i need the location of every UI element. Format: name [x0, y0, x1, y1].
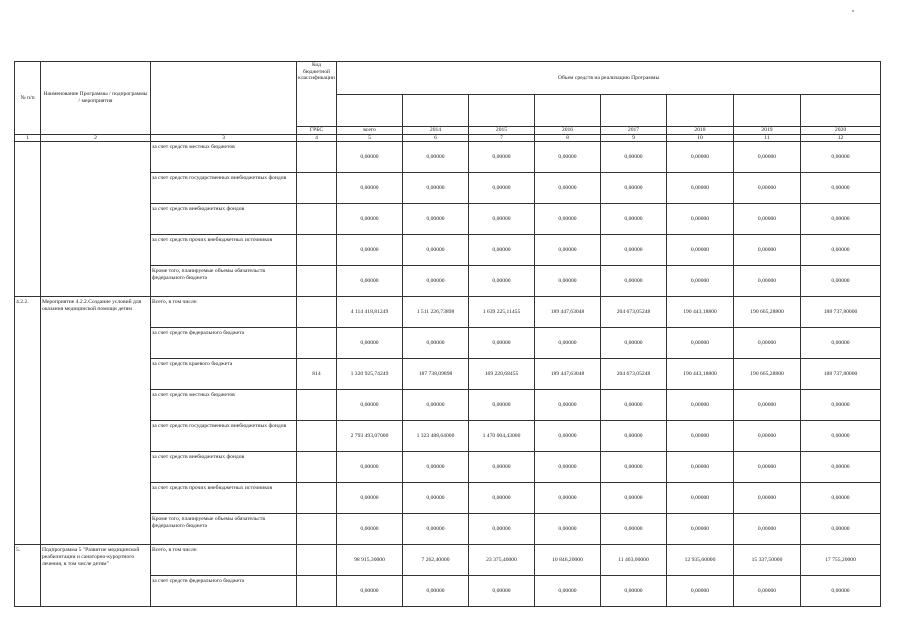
header-year: 2020	[801, 127, 881, 135]
value-year: 0,00000	[601, 576, 667, 607]
value-year: 0,00000	[469, 204, 535, 235]
funding-source: за счет средств федерального бюджета	[151, 328, 297, 359]
value-year: 0,00000	[801, 483, 881, 514]
index-cell: 8	[535, 134, 601, 142]
value-year: 0,00000	[667, 204, 734, 235]
value-year: 10 846,20000	[535, 545, 601, 576]
value-total: 0,00000	[337, 576, 403, 607]
value-year: 0,00000	[535, 483, 601, 514]
funding-source: за счет средств государственных внебюджетных фондов	[151, 173, 297, 204]
grbs-code	[297, 235, 337, 266]
value-year: 190 665,28800	[734, 297, 801, 328]
value-year: 0,00000	[601, 204, 667, 235]
value-year: 0,00000	[667, 514, 734, 545]
value-year: 1 323 488,64000	[403, 421, 469, 452]
index-cell: 6	[403, 134, 469, 142]
value-year: 0,00000	[801, 514, 881, 545]
program-funding-table	[14, 61, 881, 607]
value-year: 190 443,18800	[667, 297, 734, 328]
value-total: 0,00000	[337, 514, 403, 545]
grbs-code	[297, 142, 337, 173]
value-year: 169 220,68455	[469, 359, 535, 390]
value-year: 0,00000	[734, 142, 801, 173]
header-col-no: № п/п	[15, 62, 41, 135]
value-year: 0,00000	[734, 421, 801, 452]
budget-table-sheet	[14, 61, 881, 607]
index-cell: 9	[601, 134, 667, 142]
grbs-code	[297, 514, 337, 545]
grbs-code	[297, 173, 337, 204]
value-year: 0,00000	[734, 514, 801, 545]
value-year: 0,00000	[535, 421, 601, 452]
value-year: 0,00000	[403, 142, 469, 173]
value-year: 0,00000	[801, 390, 881, 421]
value-total: 0,00000	[337, 328, 403, 359]
value-year: 0,00000	[403, 328, 469, 359]
value-year: 0,00000	[667, 266, 734, 297]
value-total: 0,00000	[337, 452, 403, 483]
table-body	[15, 142, 881, 607]
value-total: 1 320 925,74249	[337, 359, 403, 390]
funding-source: за счет средств местных бюджетов	[151, 390, 297, 421]
header-year: 2016	[535, 127, 601, 135]
grbs-code	[297, 204, 337, 235]
item-number: 5.	[15, 545, 41, 607]
value-year: 0,00000	[403, 266, 469, 297]
header-col-code: Код бюджетной классификации	[297, 62, 337, 127]
value-year: 0,00000	[601, 514, 667, 545]
value-year: 0,00000	[801, 142, 881, 173]
grbs-code	[297, 483, 337, 514]
value-total: 0,00000	[337, 173, 403, 204]
value-year: 0,00000	[667, 173, 734, 204]
value-total: 0,00000	[337, 204, 403, 235]
value-total: 0,00000	[337, 266, 403, 297]
value-year: 0,00000	[403, 483, 469, 514]
header-col-volume: Объем средств на реализацию Программы	[337, 62, 881, 95]
value-year: 0,00000	[469, 483, 535, 514]
value-year: 0,00000	[667, 328, 734, 359]
item-number: 4.2.2.	[15, 297, 41, 545]
value-year: 0,00000	[667, 142, 734, 173]
grbs-code	[297, 297, 337, 328]
header-year-spacer	[667, 95, 734, 127]
funding-source: за счет средств краевого бюджета	[151, 359, 297, 390]
value-year: 0,00000	[734, 235, 801, 266]
value-year: 187 738,09898	[403, 359, 469, 390]
funding-source: за счет средств федерального бюджета	[151, 576, 297, 607]
value-year: 0,00000	[667, 576, 734, 607]
item-number	[15, 142, 41, 297]
value-total: 2 793 493,07000	[337, 421, 403, 452]
grbs-code	[297, 452, 337, 483]
index-cell: 5	[337, 134, 403, 142]
grbs-code	[297, 545, 337, 576]
value-year: 0,00000	[469, 576, 535, 607]
value-year: 1 470 004,43000	[469, 421, 535, 452]
index-cell: 11	[734, 134, 801, 142]
value-year: 1 639 225,11455	[469, 297, 535, 328]
funding-source: за счет средств внебюджетных фондов	[151, 452, 297, 483]
header-year-spacer	[535, 95, 601, 127]
table-row	[15, 297, 881, 328]
grbs-code	[297, 266, 337, 297]
value-total: 0,00000	[337, 142, 403, 173]
value-total: 0,00000	[337, 235, 403, 266]
value-year: 0,00000	[469, 328, 535, 359]
scan-speck	[852, 10, 854, 12]
item-name	[41, 142, 151, 297]
value-year: 0,00000	[469, 266, 535, 297]
header-grbs: ГРБС	[297, 127, 337, 135]
value-year: 0,00000	[801, 235, 881, 266]
value-year: 0,00000	[601, 452, 667, 483]
value-year: 0,00000	[801, 173, 881, 204]
header-year-spacer	[601, 95, 667, 127]
value-year: 189 447,63048	[535, 359, 601, 390]
value-year: 15 337,50000	[734, 545, 801, 576]
value-total: 98 915,30000	[337, 545, 403, 576]
value-year: 0,00000	[601, 266, 667, 297]
value-year: 0,00000	[469, 390, 535, 421]
value-year: 1 511 226,73898	[403, 297, 469, 328]
value-year: 0,00000	[403, 235, 469, 266]
value-year: 0,00000	[403, 390, 469, 421]
funding-source: Кроме того, планируемые объемы обязательств федерального бюджета	[151, 266, 297, 297]
value-year: 0,00000	[734, 328, 801, 359]
value-year: 0,00000	[403, 173, 469, 204]
value-year: 188 737,80000	[801, 297, 881, 328]
value-year: 0,00000	[469, 142, 535, 173]
header-year-spacer	[801, 95, 881, 127]
value-year: 0,00000	[801, 328, 881, 359]
funding-source: Всего, в том числе:	[151, 297, 297, 328]
table-row	[15, 142, 881, 173]
value-year: 0,00000	[403, 576, 469, 607]
funding-source: за счет средств прочих внебюджетных источников	[151, 483, 297, 514]
value-year: 0,00000	[801, 452, 881, 483]
value-year: 0,00000	[667, 235, 734, 266]
header-year-spacer	[337, 95, 403, 127]
value-year: 188 737,80000	[801, 359, 881, 390]
header-year-spacer	[734, 95, 801, 127]
value-year: 0,00000	[535, 266, 601, 297]
item-name: Подпрограмма 5 "Развитие медицинской реабилитации и санаторно-курортного лечения, в том числе детям"	[41, 545, 151, 607]
value-year: 0,00000	[667, 390, 734, 421]
index-cell: 3	[151, 134, 297, 142]
value-year: 0,00000	[734, 452, 801, 483]
value-year: 0,00000	[601, 421, 667, 452]
funding-source: Кроме того, планируемые объемы обязательств федерального бюджета	[151, 514, 297, 545]
header-year-spacer	[469, 95, 535, 127]
value-year: 0,00000	[469, 452, 535, 483]
value-year: 0,00000	[801, 204, 881, 235]
value-year: 0,00000	[734, 204, 801, 235]
value-year: 0,00000	[535, 452, 601, 483]
value-year: 0,00000	[601, 328, 667, 359]
funding-source: за счет средств государственных внебюджетных фондов	[151, 421, 297, 452]
table-row	[15, 545, 881, 576]
value-year: 0,00000	[667, 483, 734, 514]
value-year: 0,00000	[801, 266, 881, 297]
grbs-code	[297, 390, 337, 421]
index-cell: 1	[15, 134, 41, 142]
value-year: 0,00000	[469, 514, 535, 545]
index-cell: 7	[469, 134, 535, 142]
header-year: 2015	[469, 127, 535, 135]
value-total: 0,00000	[337, 483, 403, 514]
index-cell: 4	[297, 134, 337, 142]
item-name: Мероприятие 4.2.2.Создание условий для оказания медицинской помощи детям	[41, 297, 151, 545]
index-cell: 10	[667, 134, 734, 142]
value-year: 0,00000	[801, 421, 881, 452]
value-year: 0,00000	[535, 142, 601, 173]
funding-source: за счет средств местных бюджетов	[151, 142, 297, 173]
index-cell: 2	[41, 134, 151, 142]
value-year: 0,00000	[469, 235, 535, 266]
value-year: 0,00000	[734, 266, 801, 297]
grbs-code: 814	[297, 359, 337, 390]
value-year: 0,00000	[601, 173, 667, 204]
grbs-code	[297, 576, 337, 607]
value-year: 0,00000	[734, 390, 801, 421]
value-year: 0,00000	[734, 576, 801, 607]
value-year: 7 262,40000	[403, 545, 469, 576]
funding-source: Всего, в том числе:	[151, 545, 297, 576]
value-year: 0,00000	[535, 235, 601, 266]
funding-source: за счет средств внебюджетных фондов	[151, 204, 297, 235]
value-year: 23 375,40000	[469, 545, 535, 576]
value-year: 0,00000	[601, 142, 667, 173]
value-year: 17 755,20000	[801, 545, 881, 576]
value-year: 0,00000	[667, 421, 734, 452]
value-year: 0,00000	[734, 483, 801, 514]
value-year: 204 673,05248	[601, 359, 667, 390]
value-year: 0,00000	[601, 235, 667, 266]
value-total: 0,00000	[337, 390, 403, 421]
value-year: 0,00000	[535, 514, 601, 545]
value-year: 0,00000	[667, 452, 734, 483]
value-year: 0,00000	[535, 328, 601, 359]
header-year: 2019	[734, 127, 801, 135]
header-year-total: всего	[337, 127, 403, 135]
grbs-code	[297, 421, 337, 452]
header-col-source	[151, 62, 297, 135]
value-year: 0,00000	[535, 390, 601, 421]
header-year: 2017	[601, 127, 667, 135]
value-year: 0,00000	[403, 452, 469, 483]
value-year: 0,00000	[601, 483, 667, 514]
header-year: 2014	[403, 127, 469, 135]
value-year: 0,00000	[469, 173, 535, 204]
header-year: 2018	[667, 127, 734, 135]
grbs-code	[297, 328, 337, 359]
value-year: 0,00000	[535, 576, 601, 607]
value-year: 189 447,63048	[535, 297, 601, 328]
value-year: 12 935,60000	[667, 545, 734, 576]
value-year: 0,00000	[403, 204, 469, 235]
value-total: 4 114 418,81249	[337, 297, 403, 328]
value-year: 11 403,00000	[601, 545, 667, 576]
value-year: 0,00000	[601, 390, 667, 421]
header-year-spacer	[403, 95, 469, 127]
value-year: 0,00000	[535, 204, 601, 235]
value-year: 0,00000	[535, 173, 601, 204]
value-year: 190 665,28800	[734, 359, 801, 390]
value-year: 0,00000	[734, 173, 801, 204]
value-year: 0,00000	[801, 576, 881, 607]
funding-source: за счет средств прочих внебюджетных источников	[151, 235, 297, 266]
header-col-name: Наименование Программы / подпрограммы / мероприятия	[41, 62, 151, 135]
index-cell: 12	[801, 134, 881, 142]
value-year: 204 673,05248	[601, 297, 667, 328]
value-year: 0,00000	[403, 514, 469, 545]
value-year: 190 443,18800	[667, 359, 734, 390]
